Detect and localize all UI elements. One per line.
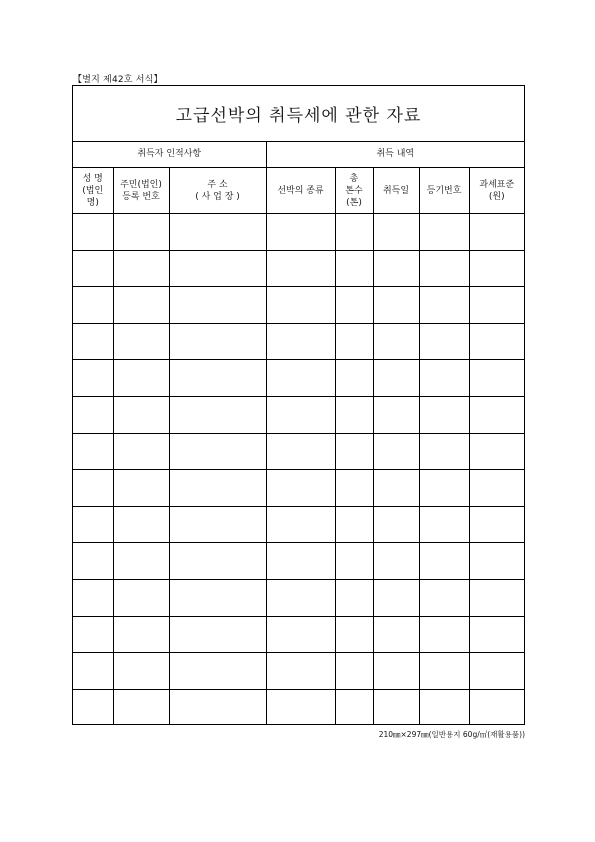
registration-no-cell[interactable] — [419, 653, 469, 690]
name-cell[interactable] — [73, 543, 113, 580]
gross-tonnage-cell[interactable] — [335, 689, 373, 725]
tax-base-cell[interactable] — [469, 579, 524, 616]
vessel-type-cell[interactable] — [266, 616, 335, 653]
registration-number-cell[interactable] — [113, 653, 169, 690]
registration-no-cell[interactable] — [419, 579, 469, 616]
registration-number-cell[interactable] — [113, 323, 169, 360]
vessel-type-cell[interactable] — [266, 543, 335, 580]
table-row — [73, 653, 524, 690]
tax-base-cell[interactable] — [469, 214, 524, 251]
tax-base-cell[interactable] — [469, 250, 524, 287]
acquisition-date-cell[interactable] — [373, 360, 419, 397]
address-cell[interactable] — [169, 543, 266, 580]
vessel-type-cell[interactable] — [266, 470, 335, 507]
gross-tonnage-cell[interactable] — [335, 287, 373, 324]
vessel-type-cell[interactable] — [266, 653, 335, 690]
tax-base-cell[interactable] — [469, 470, 524, 507]
gross-tonnage-cell[interactable] — [335, 543, 373, 580]
acquisition-date-cell[interactable] — [373, 250, 419, 287]
registration-number-cell[interactable] — [113, 396, 169, 433]
acquisition-table — [73, 141, 524, 725]
tax-base-cell[interactable] — [469, 396, 524, 433]
name-cell[interactable] — [73, 287, 113, 324]
col-header-gross-tonnage: 총 톤수 (톤) — [335, 168, 373, 214]
registration-number-cell[interactable] — [113, 616, 169, 653]
table-row — [73, 506, 524, 543]
name-cell[interactable] — [73, 653, 113, 690]
registration-number-cell[interactable] — [113, 433, 169, 470]
col-header-address: 주 소 ( 사 업 장 ) — [169, 168, 266, 214]
registration-no-cell[interactable] — [419, 689, 469, 725]
vessel-type-cell[interactable] — [266, 360, 335, 397]
name-cell[interactable] — [73, 214, 113, 251]
column-header-row — [73, 168, 524, 214]
table-row — [73, 616, 524, 653]
group-header-row — [73, 141, 524, 168]
gross-tonnage-cell[interactable] — [335, 323, 373, 360]
gross-tonnage-cell[interactable] — [335, 433, 373, 470]
table-row — [73, 360, 524, 397]
registration-no-cell[interactable] — [419, 543, 469, 580]
tax-base-cell[interactable] — [469, 506, 524, 543]
table-row — [73, 689, 524, 725]
address-cell[interactable] — [169, 287, 266, 324]
gross-tonnage-cell[interactable] — [335, 250, 373, 287]
gross-tonnage-cell[interactable] — [335, 616, 373, 653]
registration-number-cell[interactable] — [113, 579, 169, 616]
vessel-type-cell[interactable] — [266, 214, 335, 251]
name-cell[interactable] — [73, 250, 113, 287]
address-cell[interactable] — [169, 214, 266, 251]
gross-tonnage-cell[interactable] — [335, 470, 373, 507]
table-row — [73, 214, 524, 251]
vessel-type-cell[interactable] — [266, 506, 335, 543]
tax-base-cell[interactable] — [469, 433, 524, 470]
table-row — [73, 287, 524, 324]
registration-no-cell[interactable] — [419, 287, 469, 324]
gross-tonnage-cell[interactable] — [335, 653, 373, 690]
address-cell[interactable] — [169, 323, 266, 360]
name-cell[interactable] — [73, 470, 113, 507]
gross-tonnage-cell[interactable] — [335, 506, 373, 543]
registration-no-cell[interactable] — [419, 250, 469, 287]
group-acquisition-details: 취득 내역 — [266, 141, 524, 168]
gross-tonnage-cell[interactable] — [335, 360, 373, 397]
col-header-tax-base: 과세표준 (원) — [469, 168, 524, 214]
acquisition-date-cell[interactable] — [373, 543, 419, 580]
acquisition-date-cell[interactable] — [373, 579, 419, 616]
acquisition-date-cell[interactable] — [373, 433, 419, 470]
paper-spec-note: 210㎜×297㎜(일반용지 60g/㎡(재활용품)) — [378, 730, 525, 739]
vessel-type-cell[interactable] — [266, 396, 335, 433]
registration-no-cell[interactable] — [419, 433, 469, 470]
registration-number-cell[interactable] — [113, 689, 169, 725]
acquisition-date-cell[interactable] — [373, 506, 419, 543]
registration-number-cell[interactable] — [113, 287, 169, 324]
address-cell[interactable] — [169, 616, 266, 653]
col-header-vessel-type: 선박의 종류 — [266, 168, 335, 214]
name-cell[interactable] — [73, 689, 113, 725]
name-cell[interactable] — [73, 616, 113, 653]
acquisition-date-cell[interactable] — [373, 214, 419, 251]
tax-base-cell[interactable] — [469, 689, 524, 725]
acquisition-date-cell[interactable] — [373, 616, 419, 653]
tax-base-cell[interactable] — [469, 360, 524, 397]
group-owner-info: 취득자 인적사항 — [73, 141, 266, 168]
address-cell[interactable] — [169, 506, 266, 543]
acquisition-date-cell[interactable] — [373, 689, 419, 725]
vessel-type-cell[interactable] — [266, 579, 335, 616]
table-row — [73, 470, 524, 507]
acquisition-date-cell[interactable] — [373, 323, 419, 360]
registration-no-cell[interactable] — [419, 360, 469, 397]
table-row — [73, 579, 524, 616]
table-row — [73, 250, 524, 287]
table-row — [73, 433, 524, 470]
name-cell[interactable] — [73, 396, 113, 433]
vessel-type-cell[interactable] — [266, 287, 335, 324]
acquisition-date-cell[interactable] — [373, 470, 419, 507]
registration-no-cell[interactable] — [419, 506, 469, 543]
tax-base-cell[interactable] — [469, 287, 524, 324]
gross-tonnage-cell[interactable] — [335, 396, 373, 433]
address-cell[interactable] — [169, 689, 266, 725]
col-header-registration-number: 주민(법인) 등록 번호 — [113, 168, 169, 214]
tax-base-cell[interactable] — [469, 323, 524, 360]
form-number-label: 【별지 제42호 서식】 — [73, 75, 163, 85]
registration-number-cell[interactable] — [113, 470, 169, 507]
registration-number-cell[interactable] — [113, 250, 169, 287]
tax-base-cell[interactable] — [469, 653, 524, 690]
acquisition-date-cell[interactable] — [373, 653, 419, 690]
name-cell[interactable] — [73, 323, 113, 360]
form-frame — [72, 85, 525, 725]
col-header-name: 성 명 (법인 명) — [73, 168, 113, 214]
name-cell[interactable] — [73, 360, 113, 397]
gross-tonnage-cell[interactable] — [335, 579, 373, 616]
gross-tonnage-cell[interactable] — [335, 214, 373, 251]
acquisition-date-cell[interactable] — [373, 396, 419, 433]
tax-base-cell[interactable] — [469, 616, 524, 653]
address-cell[interactable] — [169, 470, 266, 507]
vessel-type-cell[interactable] — [266, 323, 335, 360]
address-cell[interactable] — [169, 579, 266, 616]
form-title: 고급선박의 취득세에 관한 자료 — [73, 86, 524, 142]
address-cell[interactable] — [169, 396, 266, 433]
table-row — [73, 323, 524, 360]
vessel-type-cell[interactable] — [266, 689, 335, 725]
registration-number-cell[interactable] — [113, 543, 169, 580]
address-cell[interactable] — [169, 360, 266, 397]
registration-no-cell[interactable] — [419, 470, 469, 507]
name-cell[interactable] — [73, 579, 113, 616]
name-cell[interactable] — [73, 433, 113, 470]
registration-number-cell[interactable] — [113, 360, 169, 397]
address-cell[interactable] — [169, 433, 266, 470]
vessel-type-cell[interactable] — [266, 250, 335, 287]
table-row — [73, 396, 524, 433]
address-cell[interactable] — [169, 653, 266, 690]
registration-no-cell[interactable] — [419, 616, 469, 653]
col-header-acquisition-date: 취득일 — [373, 168, 419, 214]
registration-no-cell[interactable] — [419, 396, 469, 433]
registration-number-cell[interactable] — [113, 214, 169, 251]
address-cell[interactable] — [169, 250, 266, 287]
table-row — [73, 543, 524, 580]
registration-number-cell[interactable] — [113, 506, 169, 543]
registration-no-cell[interactable] — [419, 323, 469, 360]
registration-no-cell[interactable] — [419, 214, 469, 251]
acquisition-date-cell[interactable] — [373, 287, 419, 324]
name-cell[interactable] — [73, 506, 113, 543]
vessel-type-cell[interactable] — [266, 433, 335, 470]
tax-base-cell[interactable] — [469, 543, 524, 580]
col-header-registration-no: 등기번호 — [419, 168, 469, 214]
